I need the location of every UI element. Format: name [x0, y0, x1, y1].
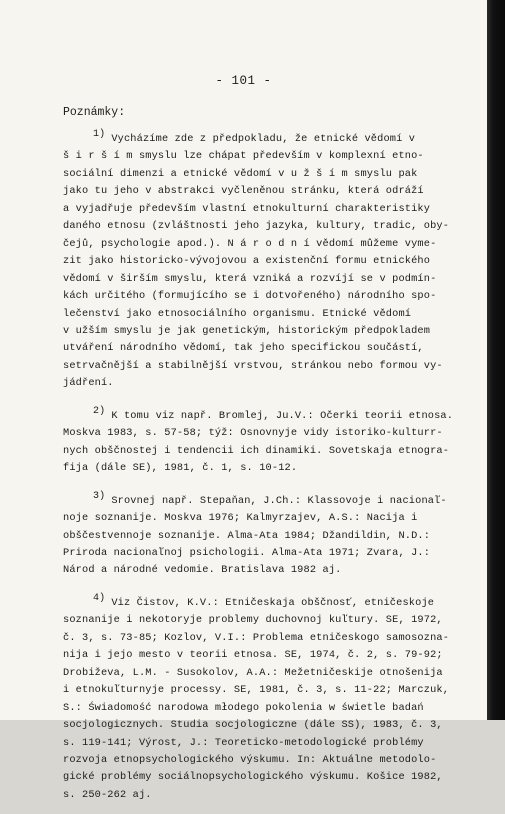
footnote-line: Priroda nacionaľnoj psichologii. Alma-Ata 1971; Zvara, J.:	[63, 546, 431, 559]
footnote-line: s. 119-141; Výrost, J.: Teoreticko-metodologické problémy	[63, 736, 424, 749]
footnote-line: jádření.	[63, 377, 114, 390]
footnote-line: š i r š í m smyslu lze chápat především v komplexní etno-	[63, 150, 424, 163]
page-number: - 101 -	[215, 74, 272, 88]
footnote-line: obščestvennoje soznanije. Alma-Ata 1984; Džandildin, N.D.:	[63, 529, 431, 542]
footnote-line: zit jako historicko-vývojovou a existenční formu etnického	[63, 255, 431, 268]
footnote-line: nija i jejo mesto v teorii etnosa. SE, 1974, č. 2, s. 79-92;	[63, 649, 443, 662]
footnote-line: rozvoja etnopsychologického výskumu. In: Aktuálne metodolo-	[63, 753, 437, 766]
footnote-text: Srovnej např. Stepaňan, J.Ch.: Klassovoje i nacionaľ-	[111, 494, 447, 507]
footnote-line: s. 250-262 aj.	[63, 788, 152, 801]
footnote-number: 2)	[93, 405, 106, 417]
notes-heading: Poznámky:	[63, 106, 126, 119]
footnote-line: socjologicznych. Studia socjologiczne (dále SS), 1983, č. 3,	[63, 719, 443, 732]
footnote-3	[63, 488, 463, 580]
footnote-line: Drobiževa, L.M. - Susokolov, A.A.: Mežetničeskije otnošenija	[63, 666, 443, 679]
footnotes-list	[63, 126, 463, 814]
footnote-line	[63, 403, 463, 425]
footnote-line: jako tu jeho v abstrakci vyčleněnou stránku, která odráží	[63, 185, 424, 198]
footnote-line: lečenství jako etnosociálního organismu. Etnické vědomí	[63, 307, 412, 320]
footnote-line: utváření národního vědomí, tak jeho specifickou součástí,	[63, 342, 424, 355]
footnote-line: noje soznanije. Moskva 1976; Kalmyrzajev, A.S.: Nacija i	[63, 512, 418, 525]
footnote-line	[63, 126, 463, 148]
footnote-line: č. 3, s. 73-85; Kozlov, V.I.: Problema etničeskogo samosozna-	[63, 631, 450, 644]
footnote-2	[63, 403, 463, 478]
footnote-number: 3)	[93, 490, 106, 502]
footnote-line: setrvačnější a stabilnější vrstvou, stránkou nebo formou vy-	[63, 359, 443, 372]
footnote-line	[63, 590, 463, 612]
footnote-line: S.: Świadomość narodowa młodego pokolenia w świetle badań	[63, 701, 424, 714]
footnote-text: Viz Čistov, K.V.: Etničeskaja obščnosť, etničeskoje	[111, 596, 435, 609]
footnote-line: sociální dimenzi a etnické vědomí v u ž š í m smyslu pak	[63, 167, 418, 180]
footnote-number: 1)	[93, 129, 106, 140]
footnote-line: nych obščnostej i tendencii ich dinamiki. Sovetskaja etnogra-	[63, 444, 450, 457]
footnote-line: daného etnosu (zvláštnosti jeho jazyka, kultury, tradic, oby-	[63, 220, 450, 233]
page-edge-shadow	[487, 0, 505, 720]
footnote-line: fija (dále SE), 1981, č. 1, s. 10-12.	[63, 462, 298, 475]
footnote-number: 4)	[93, 592, 106, 604]
footnote-line: i etnokuľturnyje processy. SE, 1981, č. 3, s. 11-22; Marczuk,	[63, 684, 450, 697]
footnote-line: vědomí v širším smyslu, která vzniká a rozvíjí se v podmín-	[63, 272, 437, 285]
footnote-line: a vyjadřuje především vlastní etnokulturní charakteristiky	[63, 202, 431, 215]
footnote-line: Národ a národné vedomie. Bratislava 1982 aj.	[63, 564, 342, 577]
footnote-line: gické problémy sociálnopsychologického výskumu. Košice 1982,	[63, 771, 443, 784]
footnote-text: K tomu viz např. Bromlej, Ju.V.: Očerki teorii etnosa.	[111, 409, 454, 422]
footnote-1	[63, 126, 463, 393]
footnote-line: Moskva 1983, s. 57-58; týž: Osnovnyje vidy istoriko-kulturr-	[63, 427, 443, 440]
footnote-line: soznanije i nekotoryje problemy duchovnoj kuľtury. SE, 1972,	[63, 614, 443, 627]
footnote-line	[63, 488, 463, 510]
footnote-line: v užším smyslu je jak genetickým, historickým předpokladem	[63, 324, 431, 337]
footnote-line: kách určitého (formujícího se i dotvořeného) národního spo-	[63, 290, 437, 303]
footnote-4	[63, 590, 463, 804]
footnote-line: čejů, psychologie apod.). N á r o d n í vědomí můžeme vyme-	[63, 237, 437, 250]
footnote-text: Vycházíme zde z předpokladu, že etnické vědomí v	[111, 133, 416, 145]
